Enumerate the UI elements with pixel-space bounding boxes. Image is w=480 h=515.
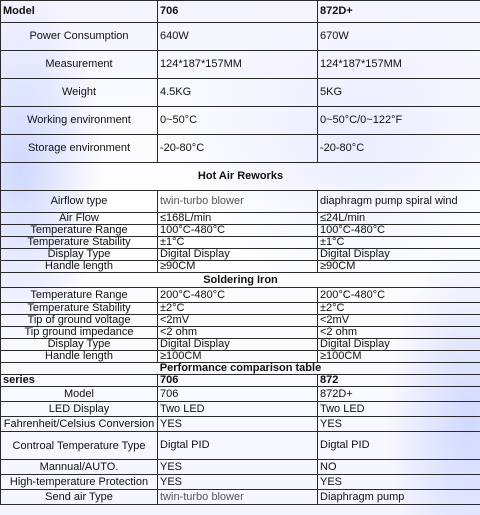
table-row <box>1 460 480 475</box>
header-872: 872D+ <box>318 1 480 23</box>
row-label: Temperature Range <box>1 288 158 303</box>
row-label: Power Consumption <box>1 23 158 51</box>
header-row <box>1 1 480 23</box>
value-872: Digtal PID <box>318 432 480 460</box>
row-label: Tip of ground voltage <box>1 315 158 327</box>
value-706: 0~50°C <box>158 107 318 135</box>
value-706: ±2°C <box>158 303 318 315</box>
value-872: ≥90CM <box>318 261 480 273</box>
value-872: 200°C-480°C <box>318 288 480 303</box>
table-row <box>1 135 480 163</box>
table-row <box>1 387 480 402</box>
row-label: Model <box>1 387 158 402</box>
table-row <box>1 417 480 432</box>
row-label: LED Display <box>1 402 158 417</box>
header-series: series <box>1 375 158 387</box>
row-label: High-temperature Protection <box>1 475 158 490</box>
row-label: Display Type <box>1 339 158 351</box>
table-row <box>1 191 480 213</box>
table-row <box>1 225 480 237</box>
table-row <box>1 402 480 417</box>
row-label: Tip ground impedance <box>1 327 158 339</box>
value-706: YES <box>158 417 318 432</box>
value-872: ≤24L/min <box>318 213 480 225</box>
value-706: 4.5KG <box>158 79 318 107</box>
row-label: Storage environment <box>1 135 158 163</box>
value-706: 706 <box>158 387 318 402</box>
value-872: 124*187*157MM <box>318 51 480 79</box>
header-row <box>1 375 480 387</box>
row-label: Temperature Stability <box>1 303 158 315</box>
value-872: diaphragm pump spiral wind <box>318 191 480 213</box>
value-706: -20-80°C <box>158 135 318 163</box>
value-706: YES <box>158 460 318 475</box>
table-row <box>1 237 480 249</box>
value-872: 5KG <box>318 79 480 107</box>
value-872: <2 ohm <box>318 327 480 339</box>
table-row <box>1 79 480 107</box>
table-row <box>1 249 480 261</box>
value-872: Diaphragm pump <box>318 490 480 505</box>
table-row <box>1 339 480 351</box>
value-706: Two LED <box>158 402 318 417</box>
row-label: Airflow type <box>1 191 158 213</box>
value-872: YES <box>318 475 480 490</box>
section-header-soldering <box>1 273 480 288</box>
value-706: <2 ohm <box>158 327 318 339</box>
header-872: 872 <box>318 375 480 387</box>
section-title: Soldering Iron <box>1 273 480 288</box>
table-row <box>1 490 480 505</box>
row-label: Send air Type <box>1 490 158 505</box>
value-872: 872D+ <box>318 387 480 402</box>
value-872: 670W <box>318 23 480 51</box>
section-header-hot-air <box>1 163 480 191</box>
row-label: Working environment <box>1 107 158 135</box>
section-title: Hot Air Reworks <box>1 163 480 191</box>
table-row <box>1 213 480 225</box>
value-872: 100°C-480°C <box>318 225 480 237</box>
row-label: Temperature Range <box>1 225 158 237</box>
row-label: Weight <box>1 79 158 107</box>
table-row <box>1 351 480 363</box>
value-872: <2mV <box>318 315 480 327</box>
value-872: ±2°C <box>318 303 480 315</box>
table-row <box>1 51 480 79</box>
table-row <box>1 107 480 135</box>
header-706: 706 <box>158 1 318 23</box>
row-label: Fahrenheit/Celsius Conversion <box>1 417 158 432</box>
value-706: YES <box>158 475 318 490</box>
table-row <box>1 315 480 327</box>
value-872: Digital Display <box>318 339 480 351</box>
section-header-performance <box>1 363 480 375</box>
row-label: Measurement <box>1 51 158 79</box>
value-872: -20-80°C <box>318 135 480 163</box>
header-706: 706 <box>158 375 318 387</box>
table-row <box>1 303 480 315</box>
value-706: 640W <box>158 23 318 51</box>
row-label: Air Flow <box>1 213 158 225</box>
row-label: Handle length <box>1 351 158 363</box>
value-706: ≥100CM <box>158 351 318 363</box>
row-label: Display Type <box>1 249 158 261</box>
row-label: Mannual/AUTO. <box>1 460 158 475</box>
header-model: Model <box>1 1 158 23</box>
value-872: ±1°C <box>318 237 480 249</box>
value-872: Two LED <box>318 402 480 417</box>
value-706: twin-turbo blower <box>158 490 318 505</box>
table-row <box>1 23 480 51</box>
value-706: <2mV <box>158 315 318 327</box>
value-706: twin-turbo blower <box>158 191 318 213</box>
value-872: YES <box>318 417 480 432</box>
row-label: Controal Temperature Type <box>1 432 158 460</box>
value-706: Digtal PID <box>158 432 318 460</box>
value-872: Digital Display <box>318 249 480 261</box>
table-row <box>1 261 480 273</box>
value-706: ±1°C <box>158 237 318 249</box>
table-row <box>1 327 480 339</box>
value-872: 0~50°C/0~122°F <box>318 107 480 135</box>
value-706: 100°C-480°C <box>158 225 318 237</box>
row-label: Temperature Stability <box>1 237 158 249</box>
row-label: Handle length <box>1 261 158 273</box>
value-706: 200°C-480°C <box>158 288 318 303</box>
table-row <box>1 432 480 460</box>
value-872: ≥100CM <box>318 351 480 363</box>
value-706: ≥90CM <box>158 261 318 273</box>
table-row <box>1 475 480 490</box>
value-706: Digital Display <box>158 339 318 351</box>
value-706: ≤168L/min <box>158 213 318 225</box>
value-872: NO <box>318 460 480 475</box>
table-row <box>1 288 480 303</box>
value-706: 124*187*157MM <box>158 51 318 79</box>
section-title: Performance comparison table <box>1 363 480 375</box>
value-706: Digital Display <box>158 249 318 261</box>
